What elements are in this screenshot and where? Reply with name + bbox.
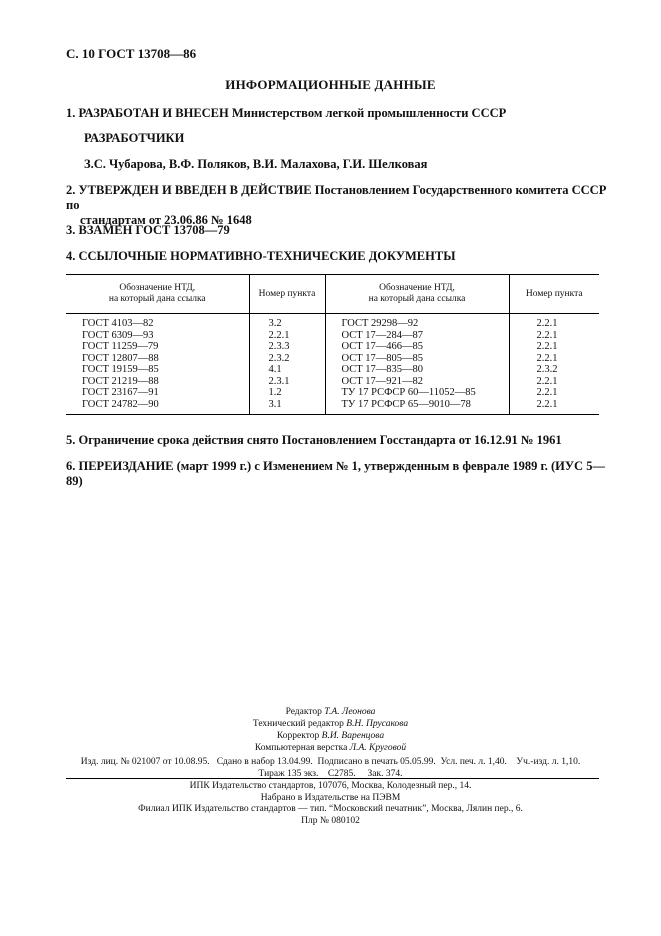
cell-point-a: 2.3.2 <box>249 353 325 365</box>
table-row <box>66 399 599 415</box>
header-point-number-2: Номер пункта <box>509 275 599 314</box>
cell-point-a: 2.3.3 <box>249 341 325 353</box>
section-2-text-2: стандартам от 23.06.86 № 1648 <box>80 213 252 227</box>
credit-layout-name: Л.А. Круговой <box>349 743 407 753</box>
imprint-block <box>0 757 661 780</box>
table-row <box>66 387 599 399</box>
publisher-line-4: Плр № 080102 <box>301 815 360 826</box>
header-doc-line-1: Обозначение НТД, <box>379 283 455 293</box>
header-doc-designation-2 <box>325 275 509 314</box>
cell-point-b: 2.2.1 <box>536 318 558 329</box>
cell-doc-b: ОСТ 17—284—87 <box>325 330 509 342</box>
header-doc-line-1: Обозначение НТД, <box>119 283 196 293</box>
cell-point-b: 2.2.1 <box>536 398 558 410</box>
credit-tech-label: Технический редактор <box>252 719 344 729</box>
cell-doc-a: ГОСТ 19159—85 <box>66 364 249 376</box>
imprint-line-1: Изд. лиц. № 021007 от 10.08.95. Сдано в набор 13.04.99. Подписано в печать 05.05.99. Усл. печ. л. 1,40. Уч.-изд. л. 1,10. <box>80 757 581 767</box>
table-row <box>66 330 599 342</box>
credit-editor-name: Т.А. Леонова <box>324 707 376 717</box>
publisher-line-2: Набрано в Издательстве на ПЭВМ <box>260 792 401 803</box>
table-row <box>66 376 599 388</box>
credit-editor <box>0 706 661 718</box>
credit-layout-label: Компьютерная верстка <box>254 743 348 753</box>
cell-doc-b: ОСТ 17—466—85 <box>325 341 509 353</box>
cell-doc-a: ГОСТ 24782—90 <box>66 399 249 415</box>
cell-point-b: 2.2.1 <box>536 375 558 387</box>
section-2 <box>66 183 611 228</box>
page-header: С. 10 ГОСТ 13708—86 <box>66 46 197 61</box>
credits-block <box>0 706 661 754</box>
section-1 <box>66 106 611 121</box>
section-6-number: 6. <box>66 459 76 473</box>
header-point-number-1: Номер пункта <box>249 275 325 314</box>
cell-point-a: 4.1 <box>249 364 325 376</box>
section-3-text: ВЗАМЕН ГОСТ 13708—79 <box>78 223 230 237</box>
cell-doc-b: ГОСТ 29298—92 <box>325 314 509 330</box>
cell-doc-b: ОСТ 17—921—82 <box>325 376 509 388</box>
publisher-line-1: ИПК Издательство стандартов, 107076, Москва, Колодезный пер., 14. <box>189 781 472 791</box>
section-5 <box>66 433 611 448</box>
cell-doc-a: ГОСТ 21219—88 <box>66 376 249 388</box>
cell-doc-a: ГОСТ 12807—88 <box>66 353 249 365</box>
cell-doc-a: ГОСТ 23167—91 <box>66 387 249 399</box>
section-2-text-1: Постановлением Государственного комитета СССР по <box>66 183 607 212</box>
cell-doc-a: ГОСТ 11259—79 <box>66 341 249 353</box>
cell-point-a: 2.3.1 <box>249 376 325 388</box>
cell-doc-a: ГОСТ 6309—93 <box>66 330 249 342</box>
section-1-text: Министерством легкой промышленности СССР <box>231 106 507 120</box>
table-row <box>66 341 599 353</box>
section-6 <box>66 459 611 489</box>
table-row <box>66 314 599 330</box>
section-5-text: Ограничение срока действия снято Постановлением Госстандарта от 16.12.91 № 1961 <box>78 433 562 447</box>
section-6-text: ПЕРЕИЗДАНИЕ (март 1999 г.) с Изменением № 1, утвержденным в феврале 1989 г. (ИУС 5—89) <box>66 459 605 488</box>
cell-doc-b: ТУ 17 РСФСР 65—9010—78 <box>325 399 509 415</box>
document-title: ИНФОРМАЦИОННЫЕ ДАННЫЕ <box>225 77 436 92</box>
cell-point-b: 2.2.1 <box>536 341 558 352</box>
cell-point-b: 2.2.1 <box>536 352 558 364</box>
cell-doc-a: ГОСТ 4103—82 <box>66 314 249 330</box>
table-row <box>66 364 599 376</box>
section-2-lead: УТВЕРЖДЕН И ВВЕДЕН В ДЕЙСТВИЕ <box>78 183 312 197</box>
reference-documents-table <box>66 274 599 415</box>
cell-doc-b: ОСТ 17—835—80 <box>325 364 509 376</box>
table-row <box>66 353 599 365</box>
section-1-lead: РАЗРАБОТАН И ВНЕСЕН <box>78 106 229 120</box>
credit-editor-label: Редактор <box>285 707 322 717</box>
table-header-row <box>66 275 599 314</box>
cell-doc-b: ТУ 17 РСФСР 60—11052—85 <box>325 387 509 399</box>
credit-layout <box>0 742 661 754</box>
header-doc-designation-1 <box>66 275 249 314</box>
header-doc-line-2: на который дана ссылка <box>368 294 466 304</box>
footer-divider <box>66 778 599 779</box>
credit-tech-editor <box>0 718 661 730</box>
section-2-number: 2. <box>66 183 76 197</box>
header-doc-line-2: на который дана ссылка <box>108 294 206 304</box>
section-3 <box>66 223 611 238</box>
cell-doc-b: ОСТ 17—805—85 <box>325 353 509 365</box>
cell-point-b: 2.3.2 <box>536 364 558 375</box>
section-3-number: 3. <box>66 223 76 237</box>
section-4-number: 4. <box>66 249 76 263</box>
section-4 <box>66 249 611 264</box>
cell-point-a: 3.2 <box>249 314 325 330</box>
credit-corr-label: Корректор <box>276 731 320 741</box>
publisher-block <box>0 781 661 827</box>
section-4-text: ССЫЛОЧНЫЕ НОРМАТИВНО-ТЕХНИЧЕСКИЕ ДОКУМЕНТЫ <box>78 249 456 263</box>
cell-point-b: 2.2.1 <box>536 387 558 398</box>
cell-point-b: 2.2.1 <box>536 329 558 341</box>
section-1-number: 1. <box>66 106 76 120</box>
cell-point-a: 1.2 <box>249 387 325 399</box>
credit-corr-name: В.И. Варенцова <box>321 731 385 741</box>
section-5-number: 5. <box>66 433 76 447</box>
developers-label: РАЗРАБОТЧИКИ <box>84 131 185 145</box>
developers-list: З.С. Чубарова, В.Ф. Поляков, В.И. Малахова, Г.И. Шелковая <box>84 157 428 171</box>
credit-corrector <box>0 730 661 742</box>
cell-point-a: 3.1 <box>249 399 325 415</box>
publisher-line-3: Филиал ИПК Издательство стандартов — тип. “Московский печатник”, Москва, Лялин пер., 6. <box>138 804 523 814</box>
credit-tech-name: В.Н. Прусакова <box>346 719 409 729</box>
imprint-line-2: Тираж 135 экз. С2785. Зак. 374. <box>258 768 403 779</box>
cell-point-a: 2.2.1 <box>249 330 325 342</box>
